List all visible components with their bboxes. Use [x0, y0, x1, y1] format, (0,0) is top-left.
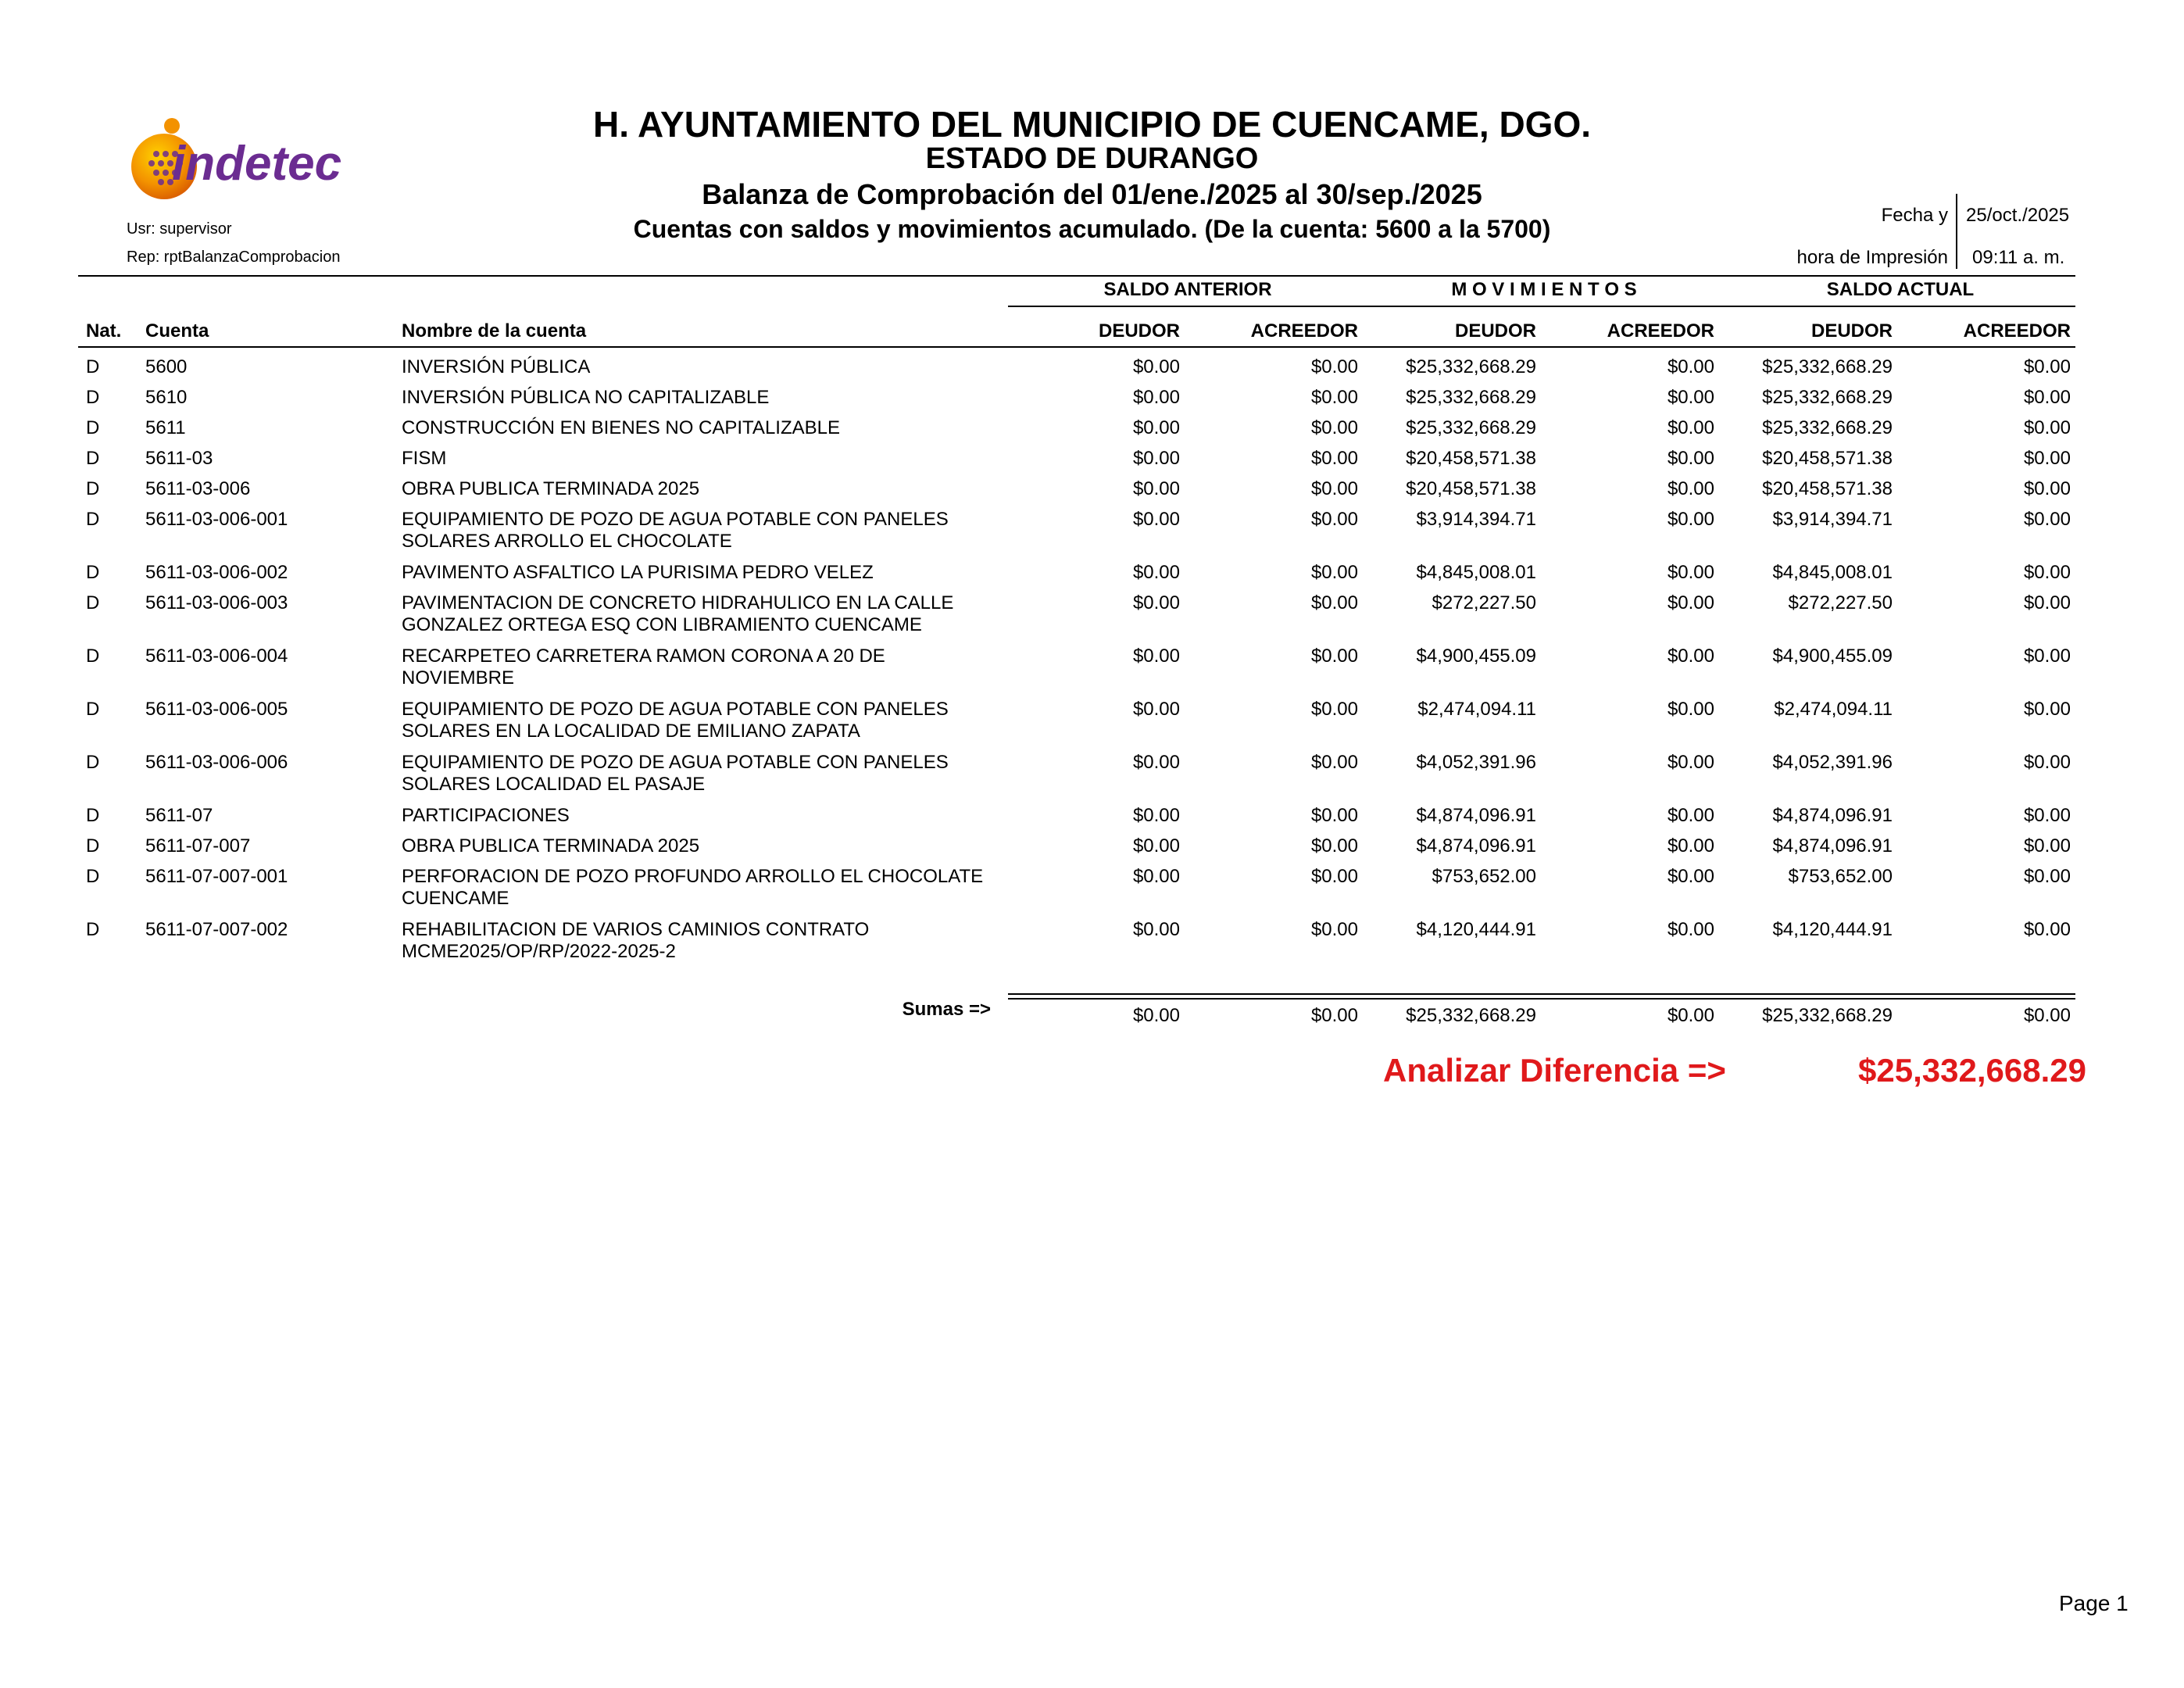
group-saldo-anterior: SALDO ANTERIOR: [1103, 279, 1272, 300]
col-nat: Nat.: [86, 320, 122, 342]
row-act-deudor: $20,458,571.38: [1762, 478, 1893, 499]
row-mov-deudor: $4,052,391.96: [1416, 752, 1536, 773]
report-title: H. AYUNTAMIENTO DEL MUNICIPIO DE CUENCAME, DGO.: [592, 104, 1592, 145]
row-mov-deudor: $25,332,668.29: [1406, 417, 1536, 438]
row-mov-acreedor: $0.00: [1667, 699, 1714, 720]
row-act-acreedor: $0.00: [2023, 387, 2071, 408]
row-act-acreedor: $0.00: [2023, 646, 2071, 667]
row-act-acreedor: $0.00: [2023, 752, 2071, 773]
row-act-acreedor: $0.00: [2023, 478, 2071, 499]
row-act-deudor: $4,874,096.91: [1772, 805, 1893, 826]
row-mov-deudor: $2,474,094.11: [1417, 699, 1536, 720]
row-mov-acreedor: $0.00: [1667, 835, 1714, 857]
row-sa-acreedor: $0.00: [1310, 805, 1358, 826]
row-nat: D: [86, 866, 100, 887]
row-sa-acreedor: $0.00: [1310, 356, 1358, 377]
row-nat: D: [86, 509, 100, 530]
row-act-acreedor: $0.00: [2023, 866, 2071, 887]
row-nombre: RECARPETEO CARRETERA RAMON CORONA A 20 DE NOVIEMBRE: [402, 646, 885, 688]
group-saldo-actual: SALDO ACTUAL: [1826, 279, 1975, 300]
header-rule-top: [78, 275, 2075, 277]
row-sa-deudor: $0.00: [1132, 448, 1180, 469]
row-act-deudor: $4,120,444.91: [1772, 919, 1893, 940]
row-cuenta: 5610: [145, 387, 188, 408]
difference-value: $25,332,668.29: [1858, 1052, 2086, 1089]
row-nat: D: [86, 752, 100, 773]
col-mov-acreedor: ACREEDOR: [1607, 320, 1714, 342]
group-rule: [1008, 306, 2075, 307]
row-mov-deudor: $4,874,096.91: [1416, 835, 1536, 857]
row-sa-acreedor: $0.00: [1310, 835, 1358, 857]
row-nat: D: [86, 356, 100, 377]
row-sa-deudor: $0.00: [1132, 919, 1180, 940]
row-sa-acreedor: $0.00: [1310, 509, 1358, 530]
row-act-deudor: $20,458,571.38: [1762, 448, 1893, 469]
row-act-deudor: $2,474,094.11: [1774, 699, 1893, 720]
row-cuenta: 5611-03-006: [145, 478, 251, 499]
total-mov-acreedor: $0.00: [1667, 1005, 1714, 1026]
row-sa-acreedor: $0.00: [1310, 919, 1358, 940]
row-sa-acreedor: $0.00: [1310, 387, 1358, 408]
total-mov-deudor: $25,332,668.29: [1406, 1005, 1536, 1026]
row-nat: D: [86, 699, 100, 720]
totals-label: Sumas =>: [902, 999, 991, 1020]
row-nat: D: [86, 805, 100, 826]
svg-text:indetec: indetec: [172, 137, 342, 191]
row-sa-acreedor: $0.00: [1310, 448, 1358, 469]
row-act-acreedor: $0.00: [2023, 592, 2071, 613]
row-cuenta: 5600: [145, 356, 188, 377]
row-nombre: INVERSIÓN PÚBLICA: [402, 356, 591, 377]
row-act-acreedor: $0.00: [2023, 448, 2071, 469]
row-sa-deudor: $0.00: [1132, 356, 1180, 377]
row-sa-deudor: $0.00: [1132, 752, 1180, 773]
row-mov-deudor: $4,900,455.09: [1416, 646, 1536, 667]
totals-rule-1: [1008, 993, 2075, 995]
row-mov-acreedor: $0.00: [1667, 866, 1714, 887]
print-time-label: hora de Impresión: [1796, 247, 1948, 268]
row-cuenta: 5611-03-006-006: [145, 752, 288, 773]
print-date: 25/oct./2025: [1966, 205, 2070, 226]
row-mov-acreedor: $0.00: [1667, 646, 1714, 667]
row-mov-acreedor: $0.00: [1667, 919, 1714, 940]
row-sa-deudor: $0.00: [1132, 592, 1180, 613]
row-act-deudor: $25,332,668.29: [1762, 417, 1893, 438]
row-nombre: CONSTRUCCIÓN EN BIENES NO CAPITALIZABLE: [402, 417, 840, 438]
row-act-acreedor: $0.00: [2023, 562, 2071, 583]
row-act-deudor: $4,900,455.09: [1772, 646, 1893, 667]
row-act-deudor: $272,227.50: [1788, 592, 1893, 613]
print-date-label: Fecha y: [1881, 205, 1948, 226]
report-state: ESTADO DE DURANGO: [925, 142, 1259, 175]
row-sa-acreedor: $0.00: [1310, 417, 1358, 438]
row-mov-deudor: $20,458,571.38: [1406, 448, 1536, 469]
row-nombre: EQUIPAMIENTO DE POZO DE AGUA POTABLE CON PANELES SOLARES ARROLLO EL CHOCOLATE: [402, 509, 949, 552]
row-nat: D: [86, 478, 100, 499]
row-mov-acreedor: $0.00: [1667, 562, 1714, 583]
row-sa-deudor: $0.00: [1132, 509, 1180, 530]
row-nat: D: [86, 387, 100, 408]
col-act-deudor: DEUDOR: [1810, 320, 1893, 342]
row-cuenta: 5611-07-007-002: [145, 919, 288, 940]
row-mov-acreedor: $0.00: [1667, 592, 1714, 613]
row-cuenta: 5611-03: [145, 448, 213, 469]
row-cuenta: 5611-07-007-001: [145, 866, 288, 887]
totals-rule-2: [1008, 998, 2075, 1000]
row-sa-acreedor: $0.00: [1310, 592, 1358, 613]
row-cuenta: 5611-07-007: [145, 835, 251, 857]
total-sa-deudor: $0.00: [1132, 1005, 1180, 1026]
row-act-acreedor: $0.00: [2023, 835, 2071, 857]
row-mov-acreedor: $0.00: [1667, 448, 1714, 469]
row-sa-acreedor: $0.00: [1310, 646, 1358, 667]
row-nat: D: [86, 562, 100, 583]
row-sa-deudor: $0.00: [1132, 478, 1180, 499]
row-nombre: PAVIMENTACION DE CONCRETO HIDRAHULICO EN LA CALLE GONZALEZ ORTEGA ESQ CON LIBRAMIENTO CUENCAME: [402, 592, 954, 635]
row-sa-deudor: $0.00: [1132, 387, 1180, 408]
row-mov-acreedor: $0.00: [1667, 478, 1714, 499]
row-nombre: REHABILITACION DE VARIOS CAMINIOS CONTRATO MCME2025/OP/RP/2022-2025-2: [402, 919, 870, 962]
row-mov-deudor: $272,227.50: [1432, 592, 1536, 613]
col-mov-deudor: DEUDOR: [1454, 320, 1536, 342]
col-nombre: Nombre de la cuenta: [402, 320, 587, 342]
row-cuenta: 5611-03-006-003: [145, 592, 288, 613]
print-time: 09:11 a. m.: [1972, 247, 2065, 268]
row-mov-acreedor: $0.00: [1667, 356, 1714, 377]
row-cuenta: 5611-07: [145, 805, 213, 826]
row-sa-deudor: $0.00: [1132, 417, 1180, 438]
row-cuenta: 5611-03-006-005: [145, 699, 288, 720]
row-nombre: FISM: [402, 448, 447, 469]
row-mov-deudor: $4,845,008.01: [1416, 562, 1536, 583]
row-act-deudor: $25,332,668.29: [1762, 387, 1893, 408]
row-nat: D: [86, 417, 100, 438]
col-sa-deudor: DEUDOR: [1098, 320, 1180, 342]
total-act-acreedor: $0.00: [2023, 1005, 2071, 1026]
row-sa-deudor: $0.00: [1132, 646, 1180, 667]
row-sa-deudor: $0.00: [1132, 805, 1180, 826]
row-act-acreedor: $0.00: [2023, 509, 2071, 530]
row-mov-deudor: $753,652.00: [1432, 866, 1536, 887]
row-nat: D: [86, 835, 100, 857]
row-act-acreedor: $0.00: [2023, 356, 2071, 377]
row-act-deudor: $4,845,008.01: [1772, 562, 1893, 583]
row-nat: D: [86, 919, 100, 940]
row-nat: D: [86, 646, 100, 667]
row-sa-acreedor: $0.00: [1310, 699, 1358, 720]
row-act-deudor: $753,652.00: [1788, 866, 1893, 887]
row-act-deudor: $25,332,668.29: [1762, 356, 1893, 377]
row-mov-acreedor: $0.00: [1667, 509, 1714, 530]
row-sa-acreedor: $0.00: [1310, 478, 1358, 499]
row-sa-acreedor: $0.00: [1310, 562, 1358, 583]
row-cuenta: 5611-03-006-002: [145, 562, 288, 583]
row-sa-deudor: $0.00: [1132, 699, 1180, 720]
user-label: Usr: supervisor: [127, 220, 232, 238]
row-act-deudor: $3,914,394.71: [1772, 509, 1893, 530]
row-act-acreedor: $0.00: [2023, 417, 2071, 438]
row-sa-deudor: $0.00: [1132, 562, 1180, 583]
row-act-deudor: $4,874,096.91: [1772, 835, 1893, 857]
row-sa-deudor: $0.00: [1132, 866, 1180, 887]
row-mov-deudor: $25,332,668.29: [1406, 356, 1536, 377]
col-sa-acreedor: ACREEDOR: [1250, 320, 1358, 342]
row-mov-deudor: $4,874,096.91: [1416, 805, 1536, 826]
row-act-acreedor: $0.00: [2023, 919, 2071, 940]
row-cuenta: 5611-03-006-001: [145, 509, 288, 530]
row-sa-acreedor: $0.00: [1310, 752, 1358, 773]
row-mov-deudor: $25,332,668.29: [1406, 387, 1536, 408]
row-mov-deudor: $4,120,444.91: [1416, 919, 1536, 940]
row-cuenta: 5611: [145, 417, 186, 438]
row-mov-deudor: $20,458,571.38: [1406, 478, 1536, 499]
row-nombre: PERFORACION DE POZO PROFUNDO ARROLLO EL CHOCOLATE CUENCAME: [402, 866, 984, 909]
row-mov-acreedor: $0.00: [1667, 752, 1714, 773]
row-mov-acreedor: $0.00: [1667, 417, 1714, 438]
row-mov-acreedor: $0.00: [1667, 805, 1714, 826]
row-act-acreedor: $0.00: [2023, 805, 2071, 826]
report-name: Rep: rptBalanzaComprobacion: [127, 249, 341, 266]
row-nombre: PAVIMENTO ASFALTICO LA PURISIMA PEDRO VELEZ: [402, 562, 874, 583]
report-range: Cuentas con saldos y movimientos acumulado. (De la cuenta: 5600 a la 5700): [633, 215, 1551, 243]
row-nat: D: [86, 592, 100, 613]
row-nombre: INVERSIÓN PÚBLICA NO CAPITALIZABLE: [402, 387, 770, 408]
row-nombre: EQUIPAMIENTO DE POZO DE AGUA POTABLE CON PANELES SOLARES LOCALIDAD EL PASAJE: [402, 752, 949, 795]
row-nombre: EQUIPAMIENTO DE POZO DE AGUA POTABLE CON PANELES SOLARES EN LA LOCALIDAD DE EMILIANO ZAPATA: [402, 699, 949, 742]
row-mov-acreedor: $0.00: [1667, 387, 1714, 408]
row-sa-deudor: $0.00: [1132, 835, 1180, 857]
row-nombre: PARTICIPACIONES: [402, 805, 570, 826]
total-sa-acreedor: $0.00: [1310, 1005, 1358, 1026]
col-cuenta: Cuenta: [145, 320, 209, 342]
date-separator: [1956, 194, 1957, 269]
col-act-acreedor: ACREEDOR: [1963, 320, 2071, 342]
row-act-acreedor: $0.00: [2023, 699, 2071, 720]
total-act-deudor: $25,332,668.29: [1762, 1005, 1893, 1026]
group-movimientos: M O V I M I E N T O S: [1451, 279, 1637, 300]
row-mov-deudor: $3,914,394.71: [1416, 509, 1536, 530]
row-nombre: OBRA PUBLICA TERMINADA 2025: [402, 478, 700, 499]
row-nat: D: [86, 448, 100, 469]
report-subtitle: Balanza de Comprobación del 01/ene./2025 al 30/sep./2025: [702, 178, 1482, 210]
row-nombre: OBRA PUBLICA TERMINADA 2025: [402, 835, 700, 857]
row-cuenta: 5611-03-006-004: [145, 646, 288, 667]
page-number: Page 1: [2059, 1591, 2129, 1615]
header-rule-bottom: [78, 346, 2075, 348]
row-act-deudor: $4,052,391.96: [1772, 752, 1893, 773]
difference-label: Analizar Diferencia =>: [1383, 1052, 1726, 1089]
row-sa-acreedor: $0.00: [1310, 866, 1358, 887]
